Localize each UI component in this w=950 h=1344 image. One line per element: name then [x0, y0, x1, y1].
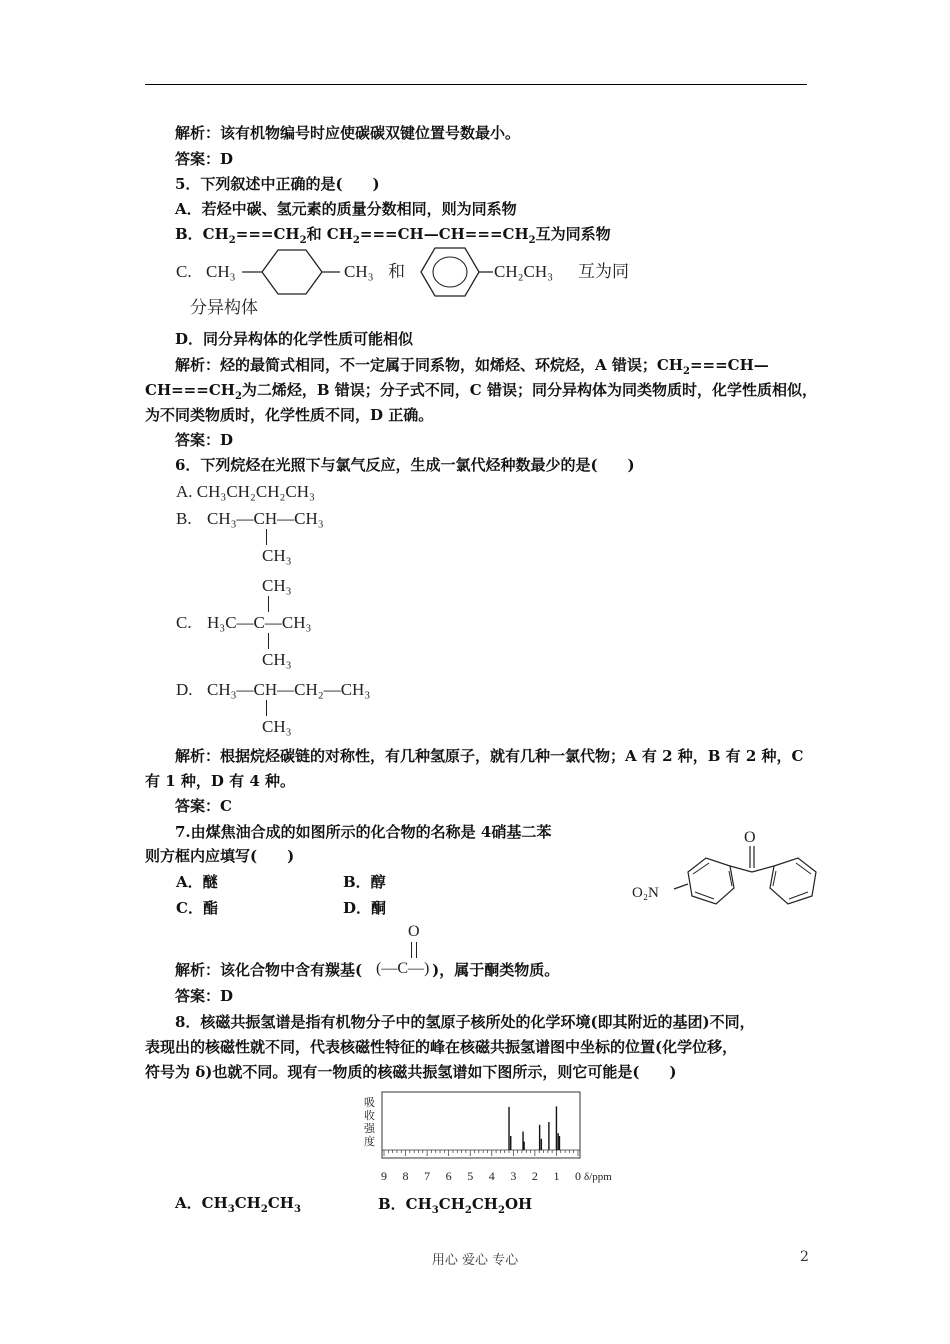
nmr-tick-label: 7: [424, 1169, 431, 1183]
option-7d: D．酮: [343, 899, 387, 917]
option-5c-label: C.: [176, 262, 192, 281]
nmr-ylabel-char: 度: [364, 1136, 375, 1148]
formula-text: 互为同: [578, 262, 629, 281]
option-7b: B．醇: [343, 873, 386, 891]
text-line: 解析：该有机物编号时应使碳碳双键位置号数最小。: [175, 124, 521, 142]
question-6: 6．下列烷烃在光照下与氯气反应，生成一氯代烃种数最少的是( ): [175, 456, 635, 474]
formula-text: CH₂CH₃: [494, 262, 554, 281]
nmr-x-unit: δ/ppm: [584, 1171, 612, 1183]
benzene-ring: [415, 244, 495, 300]
text-line: 表现出的核磁性就不同，代表核磁性特征的峰在核磁共振氢谱图中坐标的位置(化学位移，: [145, 1038, 738, 1056]
option-7c: C．酯: [176, 899, 218, 917]
bond-line: [416, 942, 417, 958]
text-line: 符号为 δ)也就不同。现有一物质的核磁共振氢谱如下图所示，则它可能是( ): [145, 1063, 677, 1081]
text-line: 解析：根据烷烃碳链的对称性，有几种氢原子，就有几种一氯代物；A 有 2 种，B 有 2 种，C: [175, 747, 804, 765]
bond-line: [268, 633, 269, 649]
formula-text: CH₃: [206, 262, 236, 281]
nmr-spectrum: [360, 1090, 630, 1190]
nmr-tick-label: 0: [575, 1169, 581, 1183]
nmr-ylabel-char: 收: [364, 1110, 375, 1122]
formula-text: CH₃: [262, 650, 292, 669]
footer-motto: 用心 爱心 专心: [431, 1253, 519, 1268]
nmr-tick-label: 8: [402, 1169, 409, 1183]
carbonyl-group: (—C—): [376, 960, 430, 977]
option-8b: B．$CH_3CH_2CH_2OH$: [378, 1195, 533, 1216]
text-line: 答案：D: [175, 431, 234, 449]
nmr-minor-ticks: [384, 1150, 578, 1156]
bond-line: [411, 942, 412, 958]
option-6c-formula: H₃C—C—CH₃: [207, 613, 312, 632]
text-line: 解析：该化合物中含有羰基( )，属于酮类物质。: [175, 961, 560, 979]
nmr-tick-label: 2: [531, 1169, 538, 1183]
nmr-ylabel-char: 吸: [364, 1097, 375, 1109]
text-line: 有 1 种，D 有 4 种。: [145, 772, 295, 790]
nitrobenzophenone-structure: [630, 822, 820, 922]
cyclohexane-ring: [240, 246, 344, 298]
text-line: 解析：烃的最简式相同，不一定属于同系物，如烯烃、环烷烃，A 错误；$CH_2===CH—$: [175, 356, 769, 377]
option-6d-label: D.: [176, 680, 193, 699]
question-5: 5．下列叙述中正确的是( ): [175, 175, 380, 193]
nmr-ylabel-char: 强: [364, 1123, 375, 1135]
page-number: 2: [800, 1249, 809, 1265]
option-5d: D．同分异构体的化学性质可能相似: [175, 330, 414, 348]
nmr-tick-label: 6: [445, 1169, 452, 1183]
question-7: 7.由煤焦油合成的如图所示的化合物的名称是 4硝基二苯: [175, 823, 552, 841]
formula-text: CH₃: [262, 546, 292, 565]
text-line: 为不同类物质时，化学性质不同，D 正确。: [145, 406, 434, 424]
formula-text: 分异构体: [190, 298, 258, 317]
text-line: 答案：D: [175, 987, 234, 1005]
nmr-y-axis-label: [364, 1096, 376, 1148]
text-line: $CH===CH_2$为二烯烃，B 错误；分子式不同，C 错误；同分异构体为同类物质时，化学性质相似，: [145, 381, 817, 402]
option-8a: A．$CH_3CH_2CH_3$: [175, 1194, 301, 1215]
nmr-peaks: [509, 1106, 559, 1150]
nmr-tick-label: 3: [510, 1169, 517, 1183]
text-line: 答案：C: [175, 797, 232, 815]
formula-text: CH₃: [262, 717, 292, 736]
option-7a: A．醚: [176, 873, 218, 891]
option-6c-label: C.: [176, 613, 192, 632]
option-5b: B．$CH_2===CH_2$和 $CH_2===CH—CH===CH_2$互为同系物: [175, 225, 611, 246]
formula-text: CH₃: [262, 576, 292, 595]
option-6b-label: B.: [176, 509, 192, 528]
question-8: 8．核磁共振氢谱是指有机物分子中的氢原子核所处的化学环境(即其附近的基团)不同，: [175, 1013, 755, 1031]
bond-line: [266, 700, 267, 716]
option-6b-formula: CH₃—CH—CH₃: [207, 509, 324, 528]
nitro-label: O₂N: [632, 885, 659, 901]
nmr-tick-label: 1: [553, 1169, 560, 1183]
option-6a: A. CH₃CH₂CH₂CH₃: [176, 482, 315, 501]
header-rule: [145, 84, 807, 85]
bond-line: [268, 596, 269, 612]
text-line: 答案：D: [175, 150, 234, 168]
option-6d-formula: CH₃—CH—CH₂—CH₃: [207, 680, 371, 699]
carbonyl-oxygen: O: [408, 923, 420, 940]
formula-text: 和: [388, 262, 405, 281]
oxygen-label: O: [744, 829, 756, 846]
formula-text: CH₃: [344, 262, 374, 281]
option-5a: A．若烃中碳、氢元素的质量分数相同，则为同系物: [175, 200, 517, 218]
bond-line: [266, 529, 267, 545]
nmr-tick-labels: [381, 1169, 581, 1183]
nmr-tick-label: 9: [381, 1169, 387, 1183]
text-line: 则方框内应填写( ): [145, 847, 295, 865]
nmr-tick-label: 4: [488, 1169, 495, 1183]
nmr-tick-label: 5: [467, 1169, 474, 1183]
